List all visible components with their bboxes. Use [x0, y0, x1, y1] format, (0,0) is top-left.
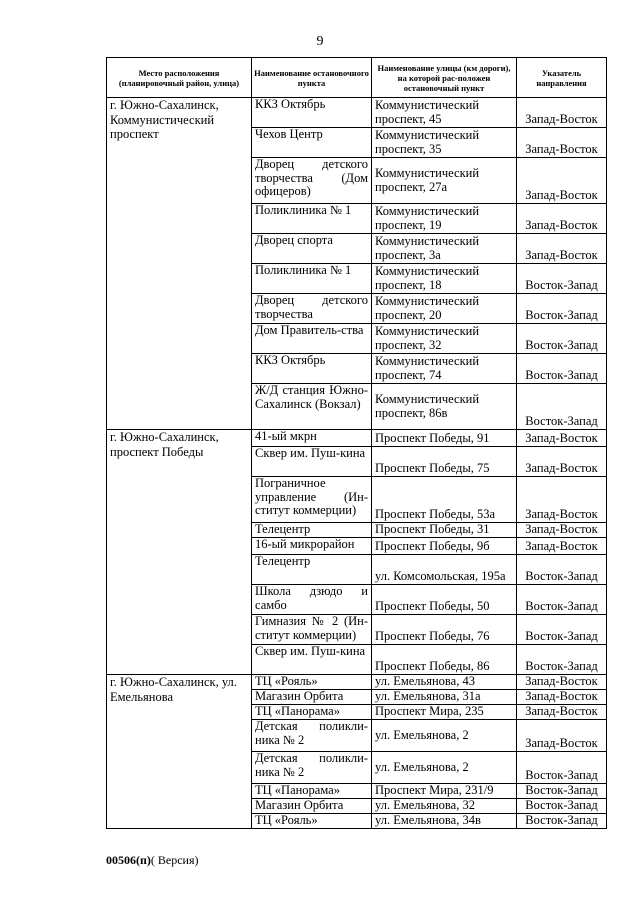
stop-cell: Чехов Центр	[252, 128, 372, 158]
street-cell: Коммунистический проспект, 18	[372, 264, 517, 294]
street-cell: ул. Емельянова, 34в	[372, 814, 517, 829]
stop-cell: Дом Правитель-ства	[252, 324, 372, 354]
location-cell: г. Южно-Сахалинск, ул. Емельянова	[107, 675, 252, 829]
direction-cell: Восток-Запад	[517, 814, 607, 829]
street-cell: ул. Емельянова, 2	[372, 720, 517, 752]
direction-cell: Восток-Запад	[517, 752, 607, 784]
street-cell: Проспект Победы, 31	[372, 523, 517, 538]
direction-cell: Запад-Восток	[517, 675, 607, 690]
street-cell: Коммунистический проспект, 3а	[372, 234, 517, 264]
stop-cell: ККЗ Октябрь	[252, 354, 372, 384]
stop-cell: Дворец спорта	[252, 234, 372, 264]
street-cell: Коммунистический проспект, 35	[372, 128, 517, 158]
stop-cell: Детская поликли-ника № 2	[252, 720, 372, 752]
street-cell: Проспект Победы, 86	[372, 645, 517, 675]
stop-cell: Поликлиника № 1	[252, 264, 372, 294]
street-cell: Коммунистический проспект, 45	[372, 98, 517, 128]
direction-cell: Запад-Восток	[517, 204, 607, 234]
bus-stops-table	[106, 57, 607, 829]
header-location: Место расположения (планировочный район, улица)	[107, 58, 252, 98]
stop-cell: Телецентр	[252, 555, 372, 585]
direction-cell: Восток-Запад	[517, 264, 607, 294]
direction-cell: Запад-Восток	[517, 430, 607, 447]
direction-cell: Восток-Запад	[517, 645, 607, 675]
street-cell: ул. Емельянова, 2	[372, 752, 517, 784]
direction-cell: Восток-Запад	[517, 585, 607, 615]
stop-cell: Сквер им. Пуш-кина	[252, 645, 372, 675]
street-cell: ул. Емельянова, 32	[372, 799, 517, 814]
direction-cell: Восток-Запад	[517, 799, 607, 814]
direction-cell: Запад-Восток	[517, 98, 607, 128]
header-direction: Указатель направления	[517, 58, 607, 98]
street-cell: Коммунистический проспект, 27а	[372, 158, 517, 204]
stop-cell: Дворец детского творчества	[252, 294, 372, 324]
stop-cell: Пограничное управление (Ин-ститут коммерции)	[252, 477, 372, 523]
direction-cell: Восток-Запад	[517, 294, 607, 324]
direction-cell: Запад-Восток	[517, 158, 607, 204]
street-cell: Проспект Победы, 76	[372, 615, 517, 645]
direction-cell: Запад-Восток	[517, 128, 607, 158]
street-cell: Коммунистический проспект, 20	[372, 294, 517, 324]
street-cell: Проспект Победы, 50	[372, 585, 517, 615]
stop-cell: Гимназия № 2 (Ин-ститут коммерции)	[252, 615, 372, 645]
street-cell: Проспект Победы, 9б	[372, 538, 517, 555]
stop-cell: Сквер им. Пуш-кина	[252, 447, 372, 477]
street-cell: ул. Емельянова, 43	[372, 675, 517, 690]
stop-cell: Магазин Орбита	[252, 799, 372, 814]
version-label: ( Версия)	[150, 853, 199, 867]
stop-cell: Поликлиника № 1	[252, 204, 372, 234]
page-number: 9	[316, 34, 324, 49]
table-row	[107, 98, 607, 128]
direction-cell: Запад-Восток	[517, 538, 607, 555]
footer	[106, 853, 199, 868]
street-cell: Коммунистический проспект, 19	[372, 204, 517, 234]
street-cell: Коммунистический проспект, 86в	[372, 384, 517, 430]
street-cell: Проспект Победы, 75	[372, 447, 517, 477]
direction-cell: Восток-Запад	[517, 354, 607, 384]
street-cell: Коммунистический проспект, 74	[372, 354, 517, 384]
location-cell: г. Южно-Сахалинск, проспект Победы	[107, 430, 252, 675]
street-cell: Проспект Мира, 235	[372, 705, 517, 720]
street-cell: ул. Комсомольская, 195а	[372, 555, 517, 585]
stop-cell: ТЦ «Рояль»	[252, 675, 372, 690]
stop-cell: Дворец детского творчества (Дом офицеров)	[252, 158, 372, 204]
direction-cell: Запад-Восток	[517, 447, 607, 477]
table-row	[107, 430, 607, 447]
stop-cell: Магазин Орбита	[252, 690, 372, 705]
street-cell: Проспект Мира, 231/9	[372, 784, 517, 799]
street-cell: ул. Емельянова, 31а	[372, 690, 517, 705]
direction-cell: Восток-Запад	[517, 555, 607, 585]
direction-cell: Восток-Запад	[517, 384, 607, 430]
header-stop: Наименование остановочного пункта	[252, 58, 372, 98]
direction-cell: Запад-Восток	[517, 690, 607, 705]
stop-cell: ККЗ Октябрь	[252, 98, 372, 128]
stop-cell: Телецентр	[252, 523, 372, 538]
stop-cell: 16-ый микрорайон	[252, 538, 372, 555]
stop-cell: ТЦ «Панорама»	[252, 705, 372, 720]
header-street: Наименование улицы (км дороги), на которой рас-положен остановочный пункт	[372, 58, 517, 98]
stop-cell: Школа дзюдо и самбо	[252, 585, 372, 615]
stop-cell: 41-ый мкрн	[252, 430, 372, 447]
table-row	[107, 675, 607, 690]
location-cell: г. Южно-Сахалинск, Коммунистический проспект	[107, 98, 252, 430]
stop-cell: Детская поликли-ника № 2	[252, 752, 372, 784]
document-code: 00506(п)	[106, 853, 151, 867]
stop-cell: Ж/Д станция Южно-Сахалинск (Вокзал)	[252, 384, 372, 430]
direction-cell: Запад-Восток	[517, 705, 607, 720]
direction-cell: Восток-Запад	[517, 615, 607, 645]
direction-cell: Запад-Восток	[517, 523, 607, 538]
direction-cell: Запад-Восток	[517, 720, 607, 752]
direction-cell: Восток-Запад	[517, 784, 607, 799]
stop-cell: ТЦ «Рояль»	[252, 814, 372, 829]
direction-cell: Запад-Восток	[517, 234, 607, 264]
stop-cell: ТЦ «Панорама»	[252, 784, 372, 799]
street-cell: Проспект Победы, 53а	[372, 477, 517, 523]
street-cell: Коммунистический проспект, 32	[372, 324, 517, 354]
direction-cell: Восток-Запад	[517, 324, 607, 354]
direction-cell: Запад-Восток	[517, 477, 607, 523]
street-cell: Проспект Победы, 91	[372, 430, 517, 447]
